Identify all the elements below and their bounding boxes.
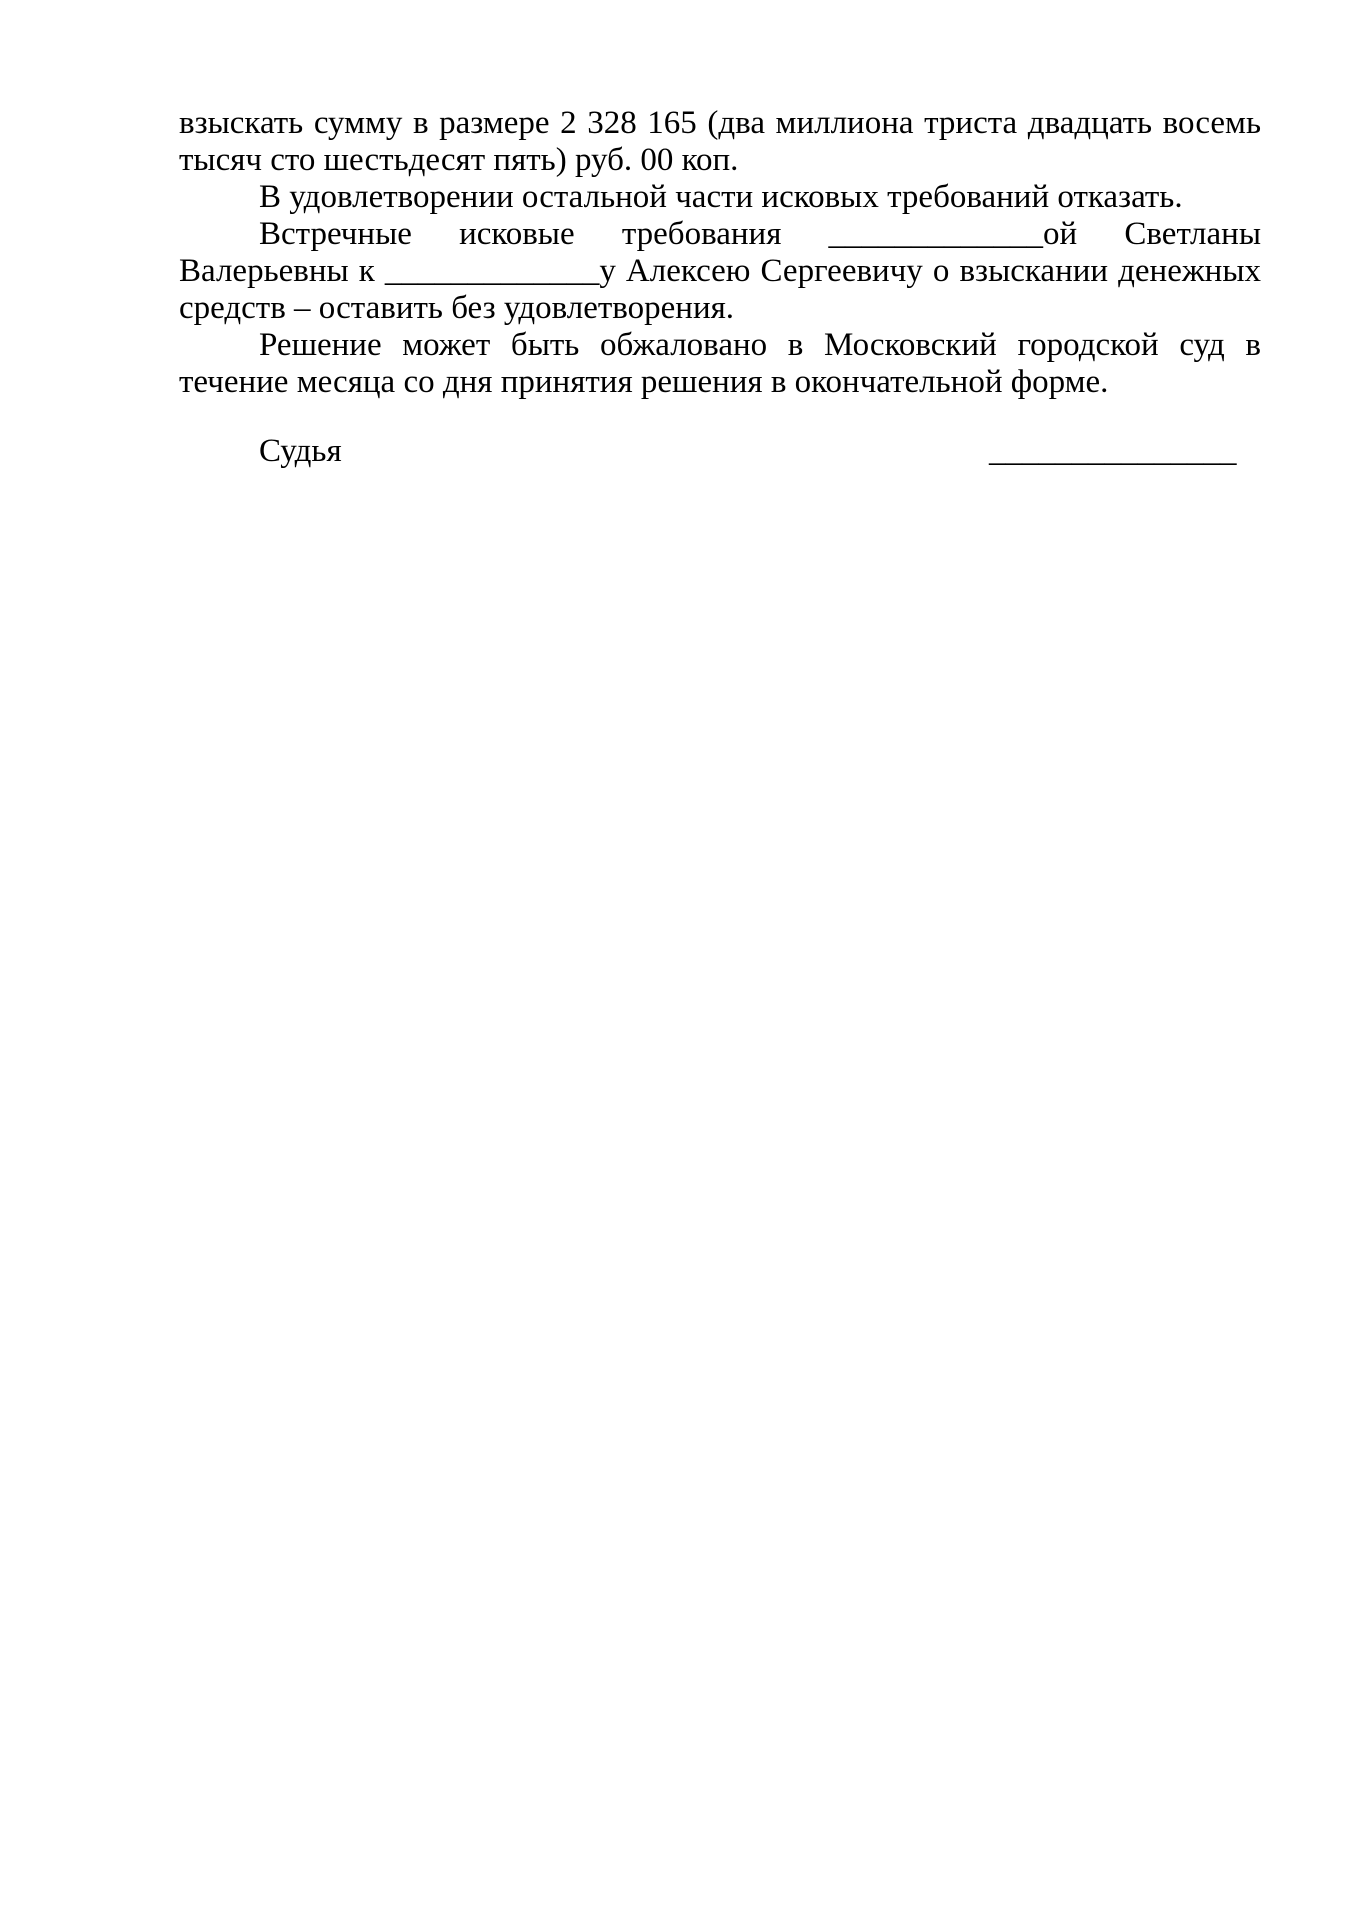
paragraph-appeal: Решение может быть обжаловано в Московский городской суд в течение месяца со дня принятия решения в окончательной форме. <box>179 327 1261 400</box>
paragraph-refusal: В удовлетворении остальной части исковых требований отказать. <box>259 179 1183 215</box>
judge-signature-block <box>259 433 1237 473</box>
judge-label: Судья <box>259 433 342 469</box>
signature-line: _______________ <box>989 433 1237 469</box>
paragraph-award: взыскать сумму в размере 2 328 165 (два миллиона триста двадцать восемь тысяч сто шестьдесят пять) руб. 00 коп. <box>179 105 1261 178</box>
decision-text <box>179 105 1261 401</box>
paragraph-counterclaim: Встречные исковые требования _____________ой Светланы Валерьевны к _____________у Алексею Сергеевичу о взыскании денежных средств – оставить без удовлетворения. <box>179 216 1261 326</box>
